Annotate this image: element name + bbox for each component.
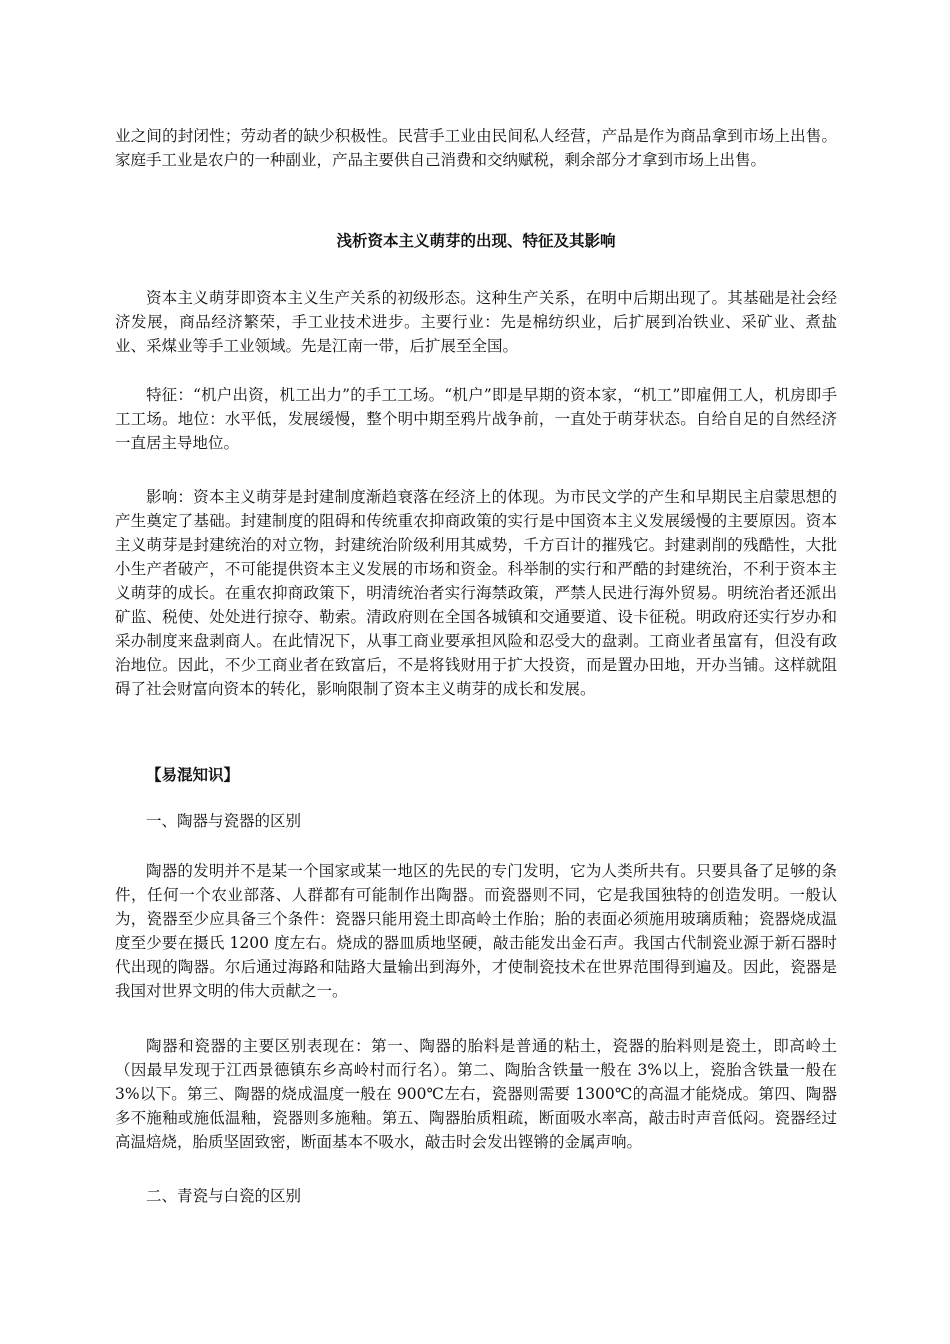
section-label: 【易混知识】 [146,765,240,784]
article-title: 浅析资本主义萌芽的出现、特征及其影响 [336,231,616,250]
paragraph-intro: 业之间的封闭性；劳动者的缺少积极性。民营手工业由民间私人经营，产品是作为商品拿到市场上出售。家庭手工业是农户的一种副业，产品主要供自己消费和交纳赋税，剩余部分才拿到市场上出售。 [115,127,837,169]
subheading-ceramics: 一、陶器与瓷器的区别 [146,812,302,830]
paragraph-definition: 资本主义萌芽即资本主义生产关系的初级形态。这种生产关系，在明中后期出现了。其基础是社会经济发展，商品经济繁荣，手工业技术进步。主要行业：先是棉纺织业，后扩展到冶铁业、采矿业、煮盐业、采煤业等手工业领域。先是江南一带，后扩展至全国。 [115,289,837,355]
paragraph-ceramics-2: 陶器和瓷器的主要区别表现在：第一、陶器的胎料是普通的粘土，瓷器的胎料则是瓷土，即高岭土（因最早发现于江西景德镇东乡高岭村而行名）。第二、陶胎含铁量一般在 3%以上，瓷胎含铁量一般在 3%以下。第三、陶器的烧成温度一般在 900℃左右，瓷器则需要 1300℃的高温才能烧成。第四、陶器多不施釉或施低温釉，瓷器则多施釉。第五、陶器胎质粗疏，断面吸水率高，敲击时声音低闷。瓷器经过高温焙烧，胎质坚固致密，断面基本不吸水，敲击时会发出铿锵的金属声响。 [115,1037,837,1151]
subheading-celadon: 二、青瓷与白瓷的区别 [146,1187,302,1205]
paragraph-features: 特征：“机户出资，机工出力”的手工工场。“机户”即是早期的资本家，“机工”即雇佣工人，机房即手工工场。地位：水平低，发展缓慢，整个明中期至鸦片战争前，一直处于萌芽状态。自给自足的自然经济一直居主导地位。 [115,386,837,452]
paragraph-impact: 影响：资本主义萌芽是封建制度渐趋衰落在经济上的体现。为市民文学的产生和早期民主启蒙思想的产生奠定了基础。封建制度的阻碍和传统重农抑商政策的实行是中国资本主义发展缓慢的主要原因。资本主义萌芽是封建统治的对立物，封建统治阶级利用其威势，千方百计的摧残它。封建剥削的残酷性，大批小生产者破产，不可能提供资本主义发展的市场和资金。科举制的实行和严酷的封建统治，不利于资本主义萌芽的成长。在重农抑商政策下，明清统治者实行海禁政策，严禁人民进行海外贸易。明统治者还派出矿监、税使、处处进行掠夺、勒索。清政府则在全国各城镇和交通要道、设卡征税。明政府还实行岁办和采办制度来盘剥商人。在此情况下，从事工商业要承担风险和忍受大的盘剥。工商业者虽富有，但没有政治地位。因此，不少工商业者在致富后，不是将钱财用于扩大投资，而是置办田地，开办当铺。这样就阻碍了社会财富向资本的转化，影响限制了资本主义萌芽的成长和发展。 [115,488,837,698]
paragraph-ceramics-1: 陶器的发明并不是某一个国家或某一地区的先民的专门发明，它为人类所共有。只要具备了足够的条件，任何一个农业部落、人群都有可能制作出陶器。而瓷器则不同，它是我国独特的创造发明。一般认为，瓷器至少应具备三个条件：瓷器只能用瓷土即高岭土作胎；胎的表面必须施用玻璃质釉；瓷器烧成温度至少要在摄氏 1200 度左右。烧成的器皿质地坚硬，敲击能发出金石声。我国古代制瓷业源于新石器时代出现的陶器。尔后通过海路和陆路大量输出到海外，才使制瓷技术在世界范围得到遍及。因此，瓷器是我国对世界文明的伟大贡献之一。 [115,862,837,1000]
